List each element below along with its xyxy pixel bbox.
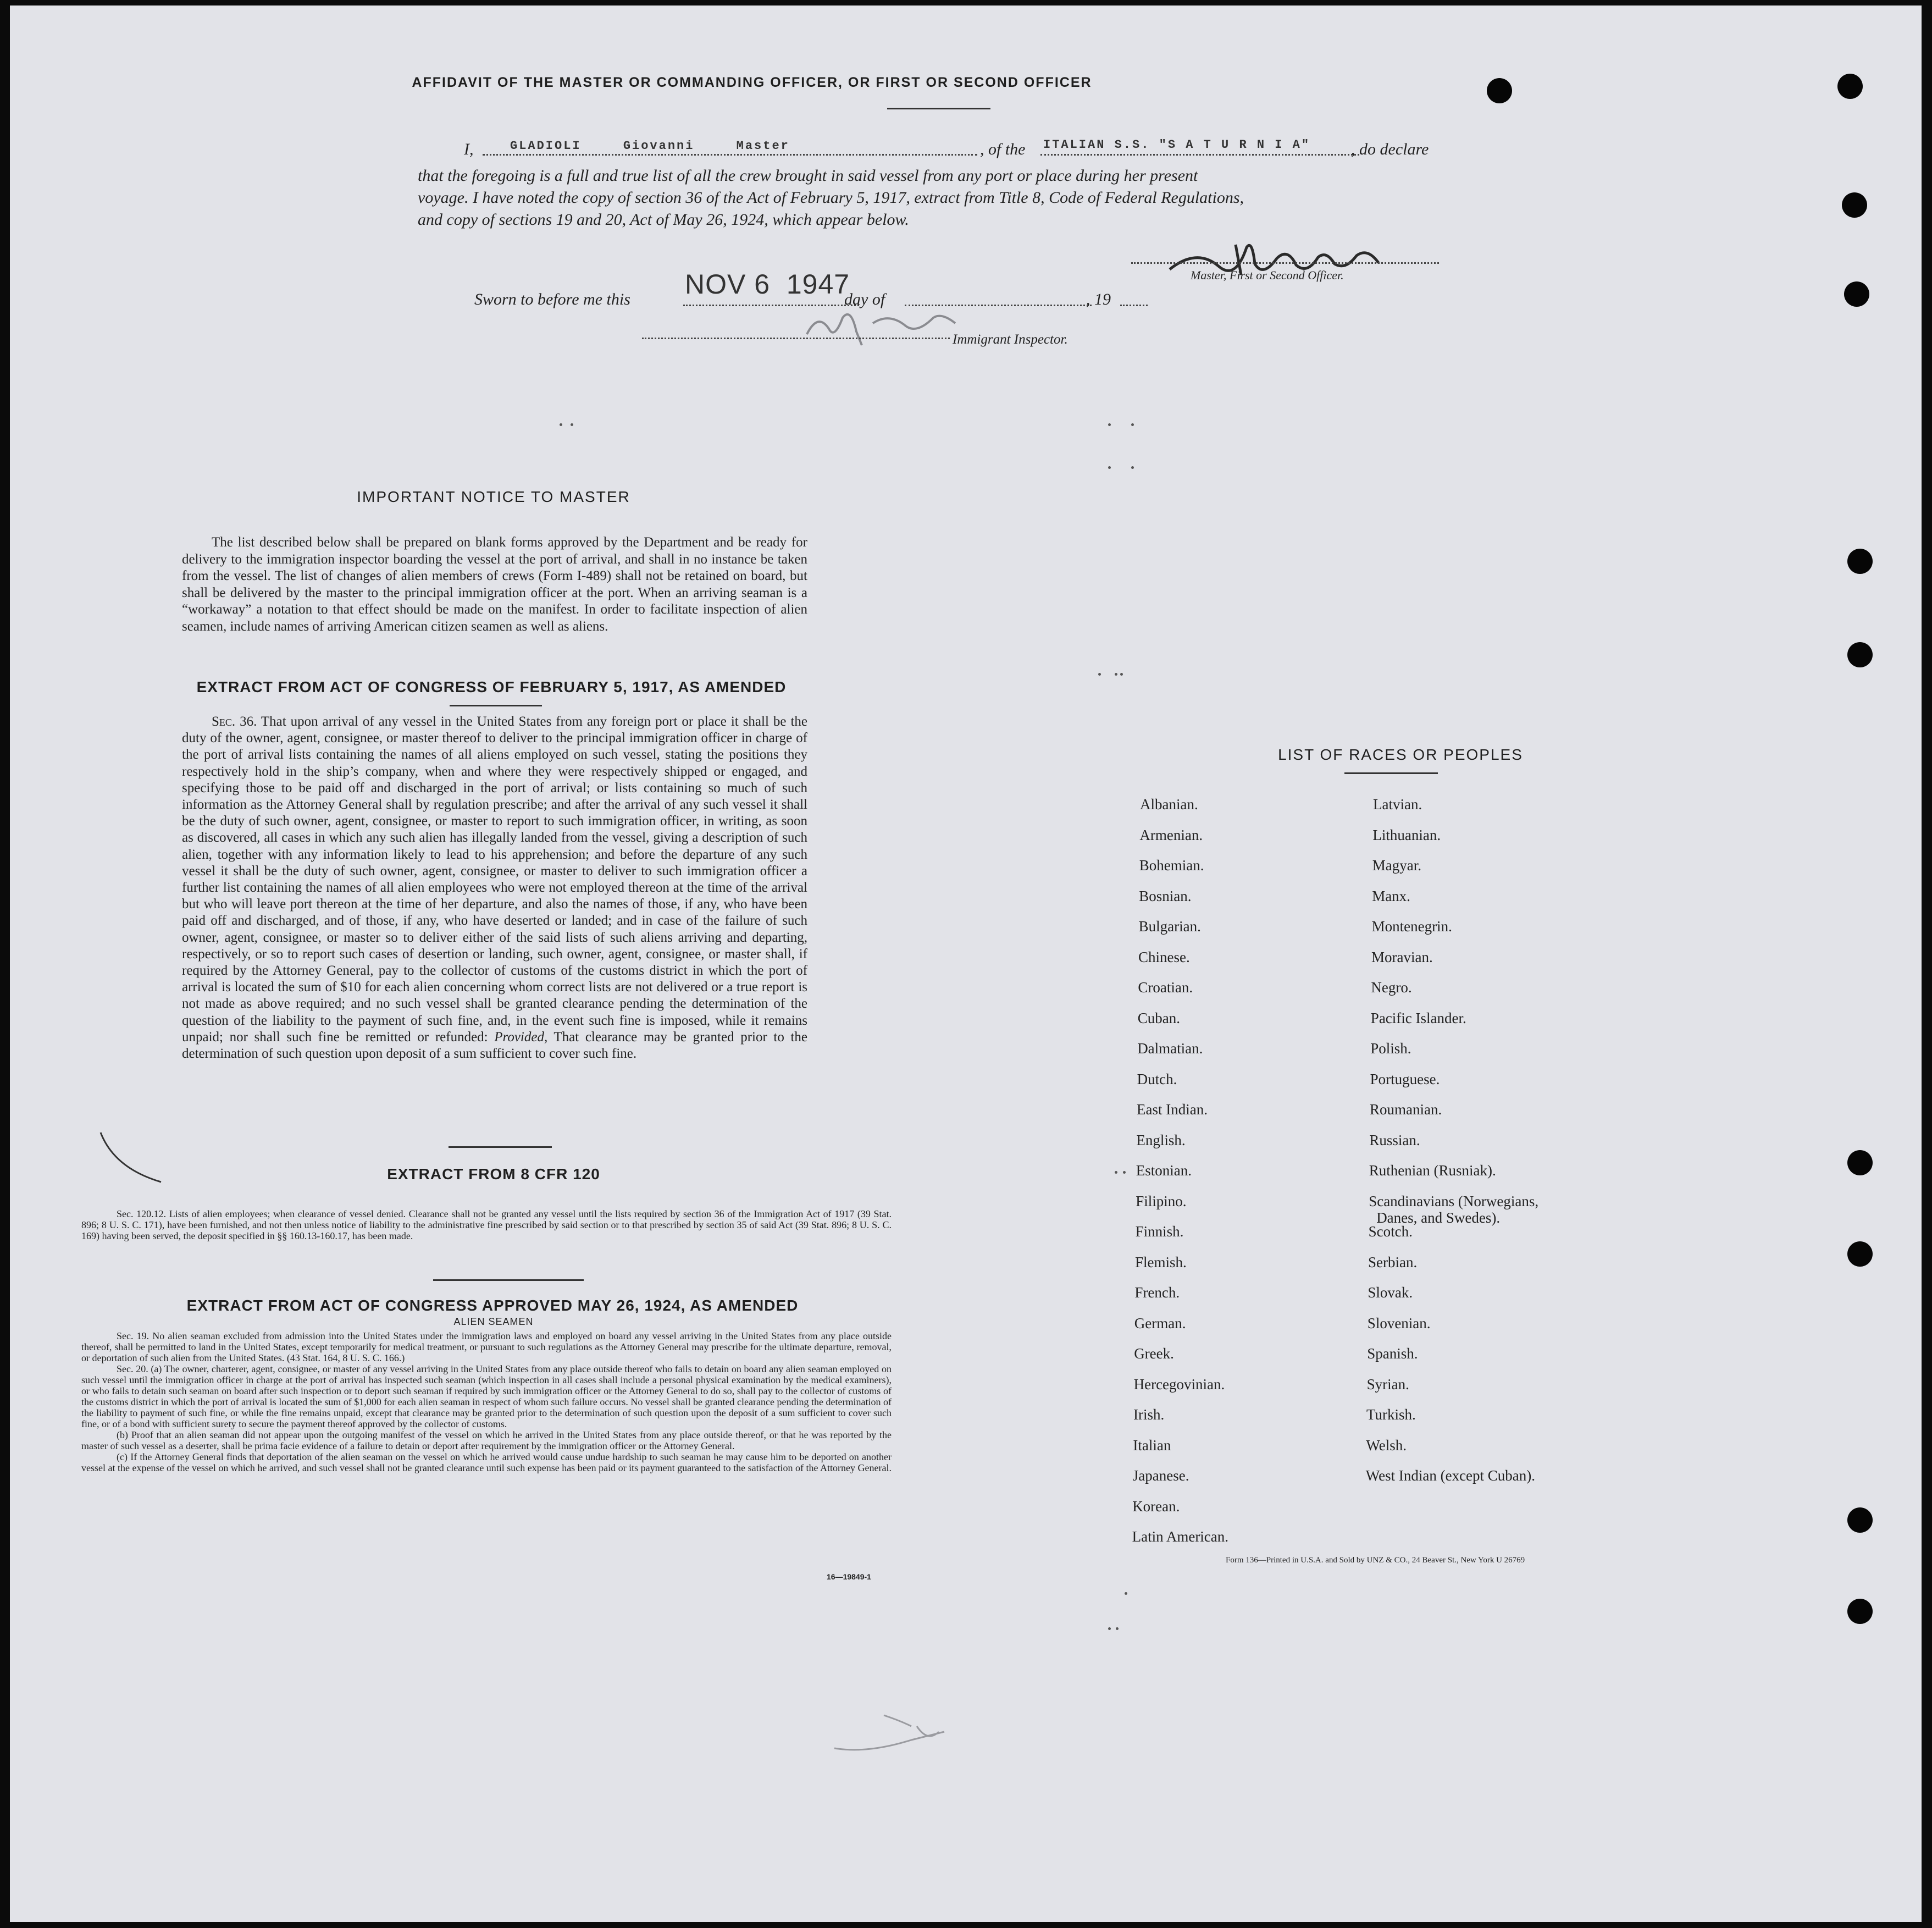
sworn-label: Sworn to before me this (474, 290, 630, 308)
race-item: Latin American. (1132, 1528, 1229, 1545)
punch-hole (1847, 1150, 1873, 1175)
affidavit-title: AFFIDAVIT OF THE MASTER OR COMMANDING OFFICER, OR FIRST OR SECOND OFFICER (412, 75, 1092, 90)
race-item: Irish. (1133, 1406, 1165, 1423)
race-item: Greek. (1134, 1345, 1174, 1362)
race-item: Bohemian. (1139, 857, 1204, 874)
inspector-signature (790, 301, 966, 351)
race-item: Russian. (1369, 1131, 1420, 1148)
section-rule (450, 705, 542, 706)
date-stamp: NOV 6 1947 (685, 269, 850, 300)
punch-hole (1487, 78, 1512, 103)
sec-20c-text: (c) If the Attorney General finds that deportation of the alien seaman on the vessel on which he arrived would cause undue hardship to such seaman he may cause him to be deported on another vessel at the expense of the vessel on which he arrived, and such vessel shall not be granted clearance until such expense has been paid or its payment guaranteed to the satisfaction of the Attorney General. (81, 1451, 892, 1473)
speck (560, 423, 562, 426)
speck (1108, 466, 1111, 469)
sec-36-body: That upon arrival of any vessel in the United States from any foreign port or place it shall be the duty of the owner, agent, consignee, or master thereof to deliver to the principal immigration officer in charge of the port of arrival lists containing the names of all aliens employed on such vessel, stating the positions they respectively hold in the ship’s company, when and where they were respectively shipped or engaged, and specifying those to be paid off and discharged in the port of arrival; or lists containing so much of such information as the Attorney General shall by regulation prescribe; and after the arrival of any such vessel it shall be the duty of such owner, agent, consignee, or master to report to such immigration officer, in writing, as soon as discovered, all cases in which any such alien has illegally landed from the vessel, giving a description of such alien, together with any information likely to lead to his apprehension; and before the departure of any such vessel it shall be the duty of such owner, agent, consignee, or master to deliver to such immigration officer a further list containing the names of all alien employees who were not employed thereon at the time of the arrival but who will leave port thereon at the time of her departure, and also the names of those, if any, who have been paid off and discharged, and of those, if any, who have deserted or landed; and in case of the failure of such owner, agent, consignee, or master so to deliver either of the said lists of such aliens arriving and departing, respectively, or so to report such cases of desertion or landing, such owner, agent, consignee, or master shall, if required by the Attorney General, pay to the collector of customs of the customs district in which the port of arrival is located the sum of $10 for each alien concerning whom correct lists are not delivered or a true report is not made as above required; and no such vessel shall be granted clearance pending the determination of the question of the liability to the payment of such fine, and, in the event such fine is imposed, while it remains unpaid; nor shall such fine be remitted or refunded: (182, 714, 807, 1045)
year-label: , 19 (1086, 290, 1111, 308)
race-item: Finnish. (1135, 1223, 1184, 1240)
race-item: Roumanian. (1370, 1101, 1442, 1118)
name-blank (483, 154, 977, 156)
day-of-label: day of (844, 290, 885, 308)
speck (1098, 673, 1101, 676)
race-item: Armenian. (1139, 826, 1203, 843)
punch-hole (1847, 1599, 1873, 1624)
race-item: Polish. (1370, 1040, 1411, 1057)
race-item: Turkish. (1366, 1406, 1416, 1423)
notice-title: IMPORTANT NOTICE TO MASTER (357, 488, 630, 505)
race-item: Chinese. (1138, 948, 1190, 965)
speck (571, 423, 573, 426)
race-item: Bulgarian. (1138, 918, 1201, 935)
race-item: Dalmatian. (1137, 1040, 1203, 1057)
speck (1108, 423, 1111, 426)
affidavit-of-the-label: , of the (980, 140, 1026, 158)
vessel-filled: ITALIAN S.S. "S A T U R N I A" (1043, 138, 1311, 152)
race-item: Korean. (1132, 1498, 1180, 1515)
title-rule (887, 108, 990, 109)
extract-1924-body (81, 1330, 892, 1473)
faint-mark (801, 1710, 988, 1759)
section-rule (1344, 772, 1438, 774)
race-item: Montenegrin. (1371, 918, 1452, 935)
affidavit-body-line: voyage. I have noted the copy of section 36 of the Act of February 5, 1917, extract from Title 8, Code of Federal Regulations, (418, 189, 1244, 207)
race-item: French. (1134, 1284, 1180, 1301)
speck (1115, 673, 1117, 676)
punch-hole (1847, 1241, 1873, 1267)
speck (1120, 673, 1123, 676)
race-item: Spanish. (1367, 1345, 1418, 1362)
affidavit-body-line: and copy of sections 19 and 20, Act of May 26, 1924, which appear below. (418, 211, 909, 229)
race-item: Scandinavians (Norwegians, (1369, 1192, 1539, 1209)
race-item: Flemish. (1135, 1253, 1187, 1270)
pen-mark (98, 1127, 169, 1187)
cfr-title: EXTRACT FROM 8 CFR 120 (387, 1165, 600, 1183)
affidavit-i-label: I, (464, 140, 474, 158)
speck (1123, 1171, 1126, 1174)
race-item: Lithuanian. (1372, 826, 1441, 843)
punch-hole (1847, 1507, 1873, 1533)
extract-1924-title: EXTRACT FROM ACT OF CONGRESS APPROVED MAY 26, 1924, AS AMENDED (186, 1297, 799, 1314)
punch-hole (1847, 549, 1873, 574)
punch-hole (1837, 74, 1863, 99)
master-name-filled: GLADIOLI Giovanni Master (510, 139, 790, 153)
speck (1116, 1627, 1119, 1630)
race-item: Slovak. (1368, 1284, 1413, 1301)
race-item: West Indian (except Cuban). (1365, 1467, 1536, 1484)
speck (1125, 1592, 1127, 1595)
affidavit-body-line: that the foregoing is a full and true list of all the crew brought in said vessel from any port or place during her present (418, 167, 1198, 185)
race-item: Hercegovinian. (1133, 1375, 1225, 1393)
race-item: Bosnian. (1139, 887, 1192, 904)
race-item: Ruthenian (Rusniak). (1369, 1162, 1496, 1179)
sec-36-end: That clearance may be granted prior to the determination of such question upon deposit of a sum sufficient to cover such fine. (182, 1029, 808, 1062)
document-sheet (10, 5, 1922, 1922)
race-item: Negro. (1371, 979, 1412, 996)
print-code: 16—19849-1 (827, 1572, 871, 1581)
sec-20b-text: (b) Proof that an alien seaman did not appear upon the outgoing manifest of the vessel on which he arrived in the United States from any place outside thereof, or that he was reported by the master of such vessel as a deserter, shall be prima facie evidence of a failure to detain or deport after requirement by the immigration officer or the Attorney General. (81, 1429, 892, 1451)
cfr-text: Sec. 120.12. Lists of alien employees; when clearance of vessel denied. Clearance shall not be granted any vessel until the lists required by section 36 of the Immigration Act of 1917 (39 Stat. 896; 8 U. S. C. 171), have been furnished, and not then unless notice of liability to the administrative fine prescribed by said section or to that prescribed by section 35 of said Act (39 Stat. 896; 8 U. S. C. 169) having been served, the deposit specified in §§ 160.13-160.17, has been made. (81, 1208, 892, 1241)
year-blank (1120, 305, 1148, 306)
speck (1131, 423, 1134, 426)
race-item: East Indian. (1137, 1101, 1208, 1118)
race-item: Slovenian. (1367, 1314, 1431, 1332)
race-item: Danes, and Swedes). (1376, 1209, 1501, 1226)
speck (1115, 1171, 1117, 1174)
speck (1108, 1627, 1111, 1630)
signature-caption: Master, First or Second Officer. (1191, 268, 1344, 282)
race-item: German. (1134, 1314, 1186, 1332)
punch-hole (1842, 192, 1867, 218)
race-item: Pacific Islander. (1370, 1009, 1466, 1026)
extract-1924-subtitle: ALIEN SEAMEN (453, 1316, 534, 1327)
vessel-blank (1040, 154, 1359, 156)
races-title: LIST OF RACES OR PEOPLES (1278, 746, 1523, 763)
race-item: Cuban. (1137, 1009, 1181, 1026)
race-item: Albanian. (1140, 796, 1198, 813)
affidavit-declare-label: , do declare (1351, 140, 1429, 158)
race-item: Dutch. (1137, 1070, 1177, 1087)
race-item: English. (1136, 1131, 1186, 1148)
race-item: Latvian. (1373, 796, 1422, 813)
inspector-caption: Immigrant Inspector. (953, 332, 1068, 347)
race-item: Portuguese. (1370, 1070, 1440, 1087)
race-item: Serbian. (1368, 1253, 1418, 1270)
race-item: Manx. (1372, 887, 1410, 904)
race-item: Filipino. (1136, 1192, 1187, 1209)
sec-19-text: Sec. 19. No alien seaman excluded from admission into the United States under the immigration laws and employed on board any vessel arriving in the United States from any place outside thereof, shall be permitted to land in the United States, except temporarily for medical treatment, or pursuant to such regulations as the Attorney General may prescribe for the ultimate departure, removal, or deportation of such alien from the United States. (43 Stat. 164, 8 U. S. C. 166.) (81, 1330, 892, 1363)
race-item: Syrian. (1366, 1375, 1409, 1393)
race-item: Croatian. (1138, 979, 1193, 996)
extract-1917-text (182, 714, 807, 1062)
race-item: Estonian. (1136, 1162, 1192, 1179)
speck (1131, 466, 1134, 469)
race-item: Scotch. (1368, 1223, 1413, 1240)
form-footer: Form 136—Printed in U.S.A. and Sold by UNZ & CO., 24 Beaver St., New York U 26769 (1226, 1556, 1525, 1565)
race-item: Italian (1133, 1437, 1171, 1454)
race-item: Magyar. (1372, 857, 1422, 874)
sec-36-label: Sec. 36. (212, 714, 257, 729)
punch-hole (1844, 281, 1869, 307)
punch-hole (1847, 642, 1873, 667)
race-item: Moravian. (1371, 948, 1433, 965)
inspector-blank (642, 338, 950, 339)
signature-blank (1131, 262, 1439, 264)
section-rule (449, 1146, 552, 1148)
race-item: Japanese. (1132, 1467, 1189, 1484)
extract-1917-title: EXTRACT FROM ACT OF CONGRESS OF FEBRUARY 5, 1917, AS AMENDED (196, 678, 787, 695)
notice-text: The list described below shall be prepared on blank forms approved by the Department and be ready for delivery to the immigration inspector boarding the vessel at the port of arrival, and shall in no instance be taken from the vessel. The list of changes of alien members of crews (Form I-489) shall not be retained on board, but shall be delivered by the master to the principal immigration officer at the port. When an arriving seaman is a “workaway” a notation to that effect should be made on the manifest. In order to facilitate inspection of alien seamen, include names of arriving American citizen seamen as well as aliens. (182, 535, 807, 634)
affidavit-body (418, 165, 1471, 231)
sec-20a-text: Sec. 20. (a) The owner, charterer, agent, consignee, or master of any vessel arriving in the United States from any place outside thereof who fails to detain on board any alien seaman employed on such vessel until the immigration officer in charge at the port of arrival has inspected such seaman (which inspection in all cases shall include a personal physical examination by the medical examiners), or who fails to detain such seaman on board after such inspection or to deport such seaman if required by such immigration officer or the Attorney General to do so, shall pay to the collector of customs of the customs district in which the port of arrival is located the sum of $1,000 for each alien seaman in respect of whom such failure occurs. No vessel shall be granted clearance pending the determination of the liability to payment of such fine, or while the fine remains unpaid, except that clearance may be granted prior to the determination of such question upon the deposit of a sum sufficient to cover such fine, or of a bond with sufficient surety to secure the payment thereof approved by the collector of customs. (81, 1363, 892, 1429)
race-item: Welsh. (1366, 1437, 1407, 1454)
proviso-word: Provided, (494, 1029, 548, 1045)
section-rule (433, 1279, 584, 1281)
